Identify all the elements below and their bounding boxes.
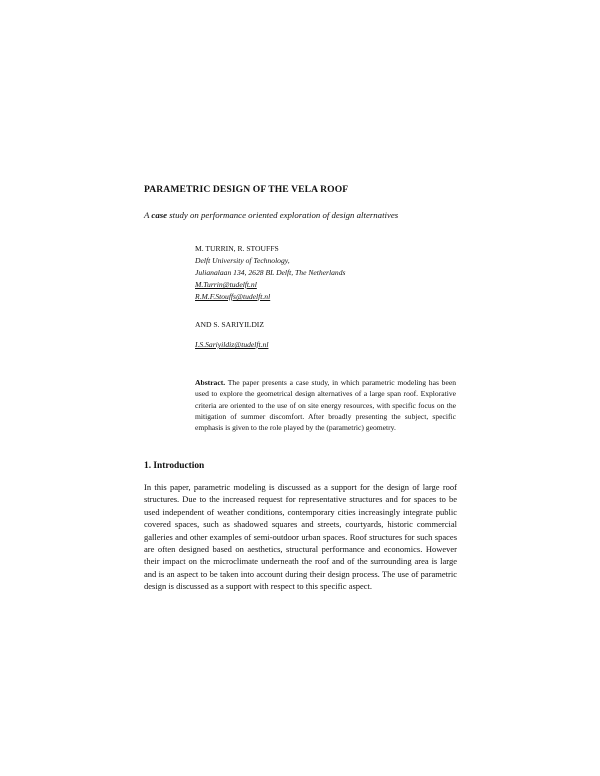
abstract-block [195, 377, 456, 433]
paper-title: PARAMETRIC DESIGN OF THE VELA ROOF [144, 184, 349, 195]
subtitle-prefix: A [144, 210, 152, 220]
third-author-name: AND S. SARIYILDIZ [195, 320, 264, 329]
author-block [195, 243, 345, 303]
author-email-3[interactable]: I.S.Sariyildiz@tudelft.nl [195, 340, 269, 349]
introduction-paragraph: In this paper, parametric modeling is discussed as a support for the design of large roof structures. Due to the increased request for representative structures and for spaces to be used independent of weather conditions, contemporary cities increasingly integrate public covered spaces, such as shadowed squares and streets, courtyards, historic commercial galleries and other examples of semi-outdoor urban spaces. Roof structures for such spaces are often designed based on aesthetics, structural performance and economics. However their impact on the microclimate underneath the roof and of the surrounding area is large and is an aspect to be taken into account during their design process. The use of parametric design is discussed as a support with respect to this specific aspect. [144, 482, 457, 592]
paper-subtitle [144, 210, 398, 220]
author-names: M. TURRIN, R. STOUFFS [195, 244, 279, 253]
abstract-text: The paper presents a case study, in which parametric modeling has been used to explore the geometrical design alternatives of a large span roof. Explorative criteria are oriented to the use of on site energy resources, with specific focus on the mitigation of summer discomfort. After broadly presenting the subject, specific emphasis is given to the role played by the (parametric) geometry. [195, 378, 456, 433]
author-address: Julianalaan 134, 2628 BL Delft, The Netherlands [195, 268, 346, 277]
author-email-1[interactable]: M.Turrin@tudelft.nl [195, 280, 257, 289]
author-email-2[interactable]: R.M.F.Stouffs@tudelft.nl [195, 292, 271, 301]
author-affiliation: Delft University of Technology, [195, 256, 290, 265]
section-heading-introduction: 1. Introduction [144, 461, 205, 471]
abstract-label: Abstract. [195, 378, 226, 387]
subtitle-bold-word: case [151, 210, 168, 220]
subtitle-rest: study on performance oriented exploration of design alternatives [167, 210, 399, 220]
